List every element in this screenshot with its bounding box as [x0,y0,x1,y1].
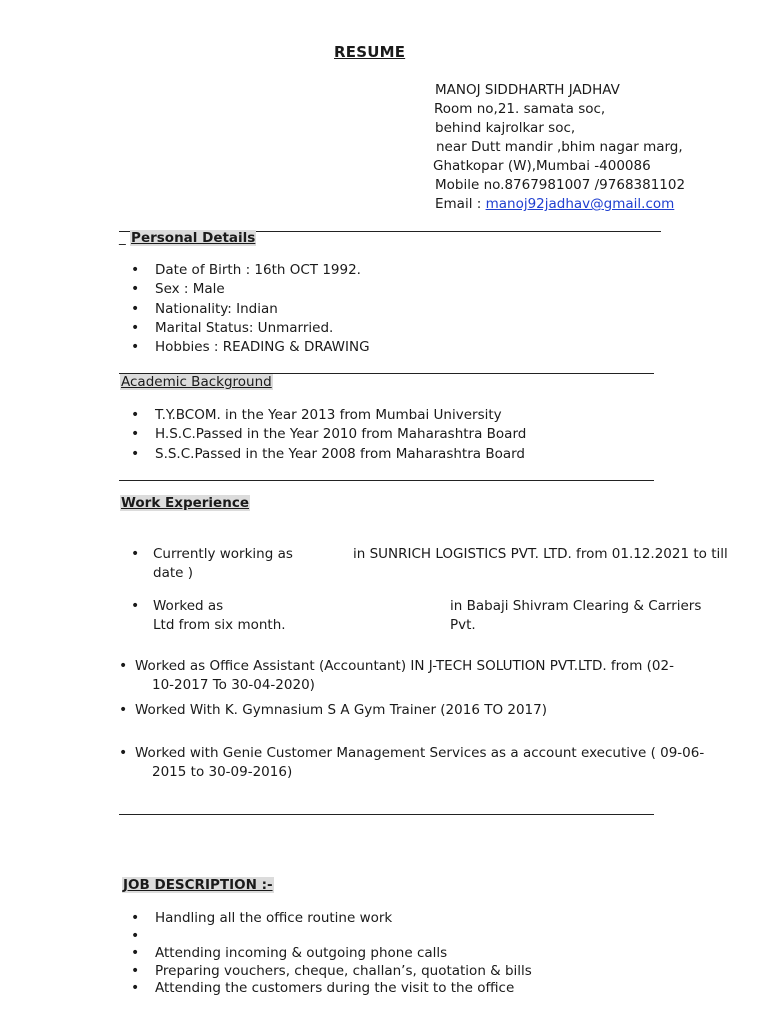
work-item-text: Worked as Office Assistant (Accountant) IN J-TECH SOLUTION PVT.LTD. from (02- [135,658,674,674]
address-line: Ghatkopar (W),Mumbai -400086 [433,158,651,174]
personal-details-heading-row [119,230,256,246]
mobile-number: Mobile no.8767981007 /9768381102 [435,177,686,193]
divider [119,814,654,815]
email-line [433,195,685,214]
academic-heading-row [120,374,273,390]
work-item-text: in Babaji Shivram Clearing & Carriers Pvt. [450,598,702,633]
list-item: • H.S.C.Passed in the Year 2010 from Maharashtra Board [131,425,526,444]
work-item-text: Ltd from six month. [153,616,286,633]
work-item [131,597,731,637]
work-item [119,701,719,721]
list-item: • Hobbies : READING & DRAWING [131,338,370,357]
academic-heading: Academic Background [121,374,272,390]
work-heading-row [120,495,250,511]
work-item-text: 10-2017 To 30-04-2020) [152,677,315,693]
list-item: • Handling all the office routine work [131,910,532,928]
list-item: • Attending incoming & outgoing phone calls [131,945,532,963]
list-item: • Sex : Male [131,280,370,299]
work-item-text: Worked with Genie Customer Management Services as a account executive ( 09-06- [135,745,705,761]
list-item: • T.Y.BCOM. in the Year 2013 from Mumbai University [131,406,526,425]
list-item [131,928,532,946]
work-item-text: date ) [153,564,193,581]
resume-title: RESUME [334,43,406,61]
work-item [119,744,719,784]
work-item-text: 2015 to 30-09-2016) [152,764,293,780]
work-item-text: Worked With K. Gymnasium S A Gym Trainer (2016 TO 2017) [135,702,547,718]
work-item-text: Worked as [153,598,224,614]
job-description-heading-row [122,877,274,893]
bullet: • [131,598,140,614]
bullet: • [119,702,128,718]
list-item: • Date of Birth : 16th OCT 1992. [131,261,370,280]
email-link[interactable]: manoj92jadhav@gmail.com [485,196,675,212]
list-item: • S.S.C.Passed in the Year 2008 from Maharashtra Board [131,445,526,464]
email-label: Email : [435,196,486,212]
address-line: behind kajrolkar soc, [435,120,576,136]
academic-list [131,406,526,464]
work-heading: Work Experience [121,495,249,511]
personal-details-heading: Personal Details [131,230,256,246]
contact-block [433,81,685,214]
bullet: • [119,745,128,761]
work-item-text: Currently working as [153,546,293,562]
list-item: • Nationality: Indian [131,300,370,319]
job-description-list [131,910,532,998]
list-item: • Marital Status: Unmarried. [131,319,370,338]
personal-details-list [131,261,370,357]
work-item [131,545,731,585]
list-item: • Attending the customers during the visit to the office [131,980,532,998]
work-item [119,657,719,697]
address-line: near Dutt mandir ,bhim nagar marg, [436,139,683,155]
work-item-text: in SUNRICH LOGISTICS PVT. LTD. from 01.12.2021 to till [353,546,728,562]
address-line: Room no,21. samata soc, [434,101,606,117]
list-item: • Preparing vouchers, cheque, challan’s, quotation & bills [131,963,532,981]
job-description-heading: JOB DESCRIPTION :- [123,877,273,893]
candidate-name: MANOJ SIDDHARTH JADHAV [435,82,620,98]
bullet: • [119,658,128,674]
divider [119,480,654,481]
heading-dash: _ [119,230,126,246]
bullet: • [131,546,140,562]
